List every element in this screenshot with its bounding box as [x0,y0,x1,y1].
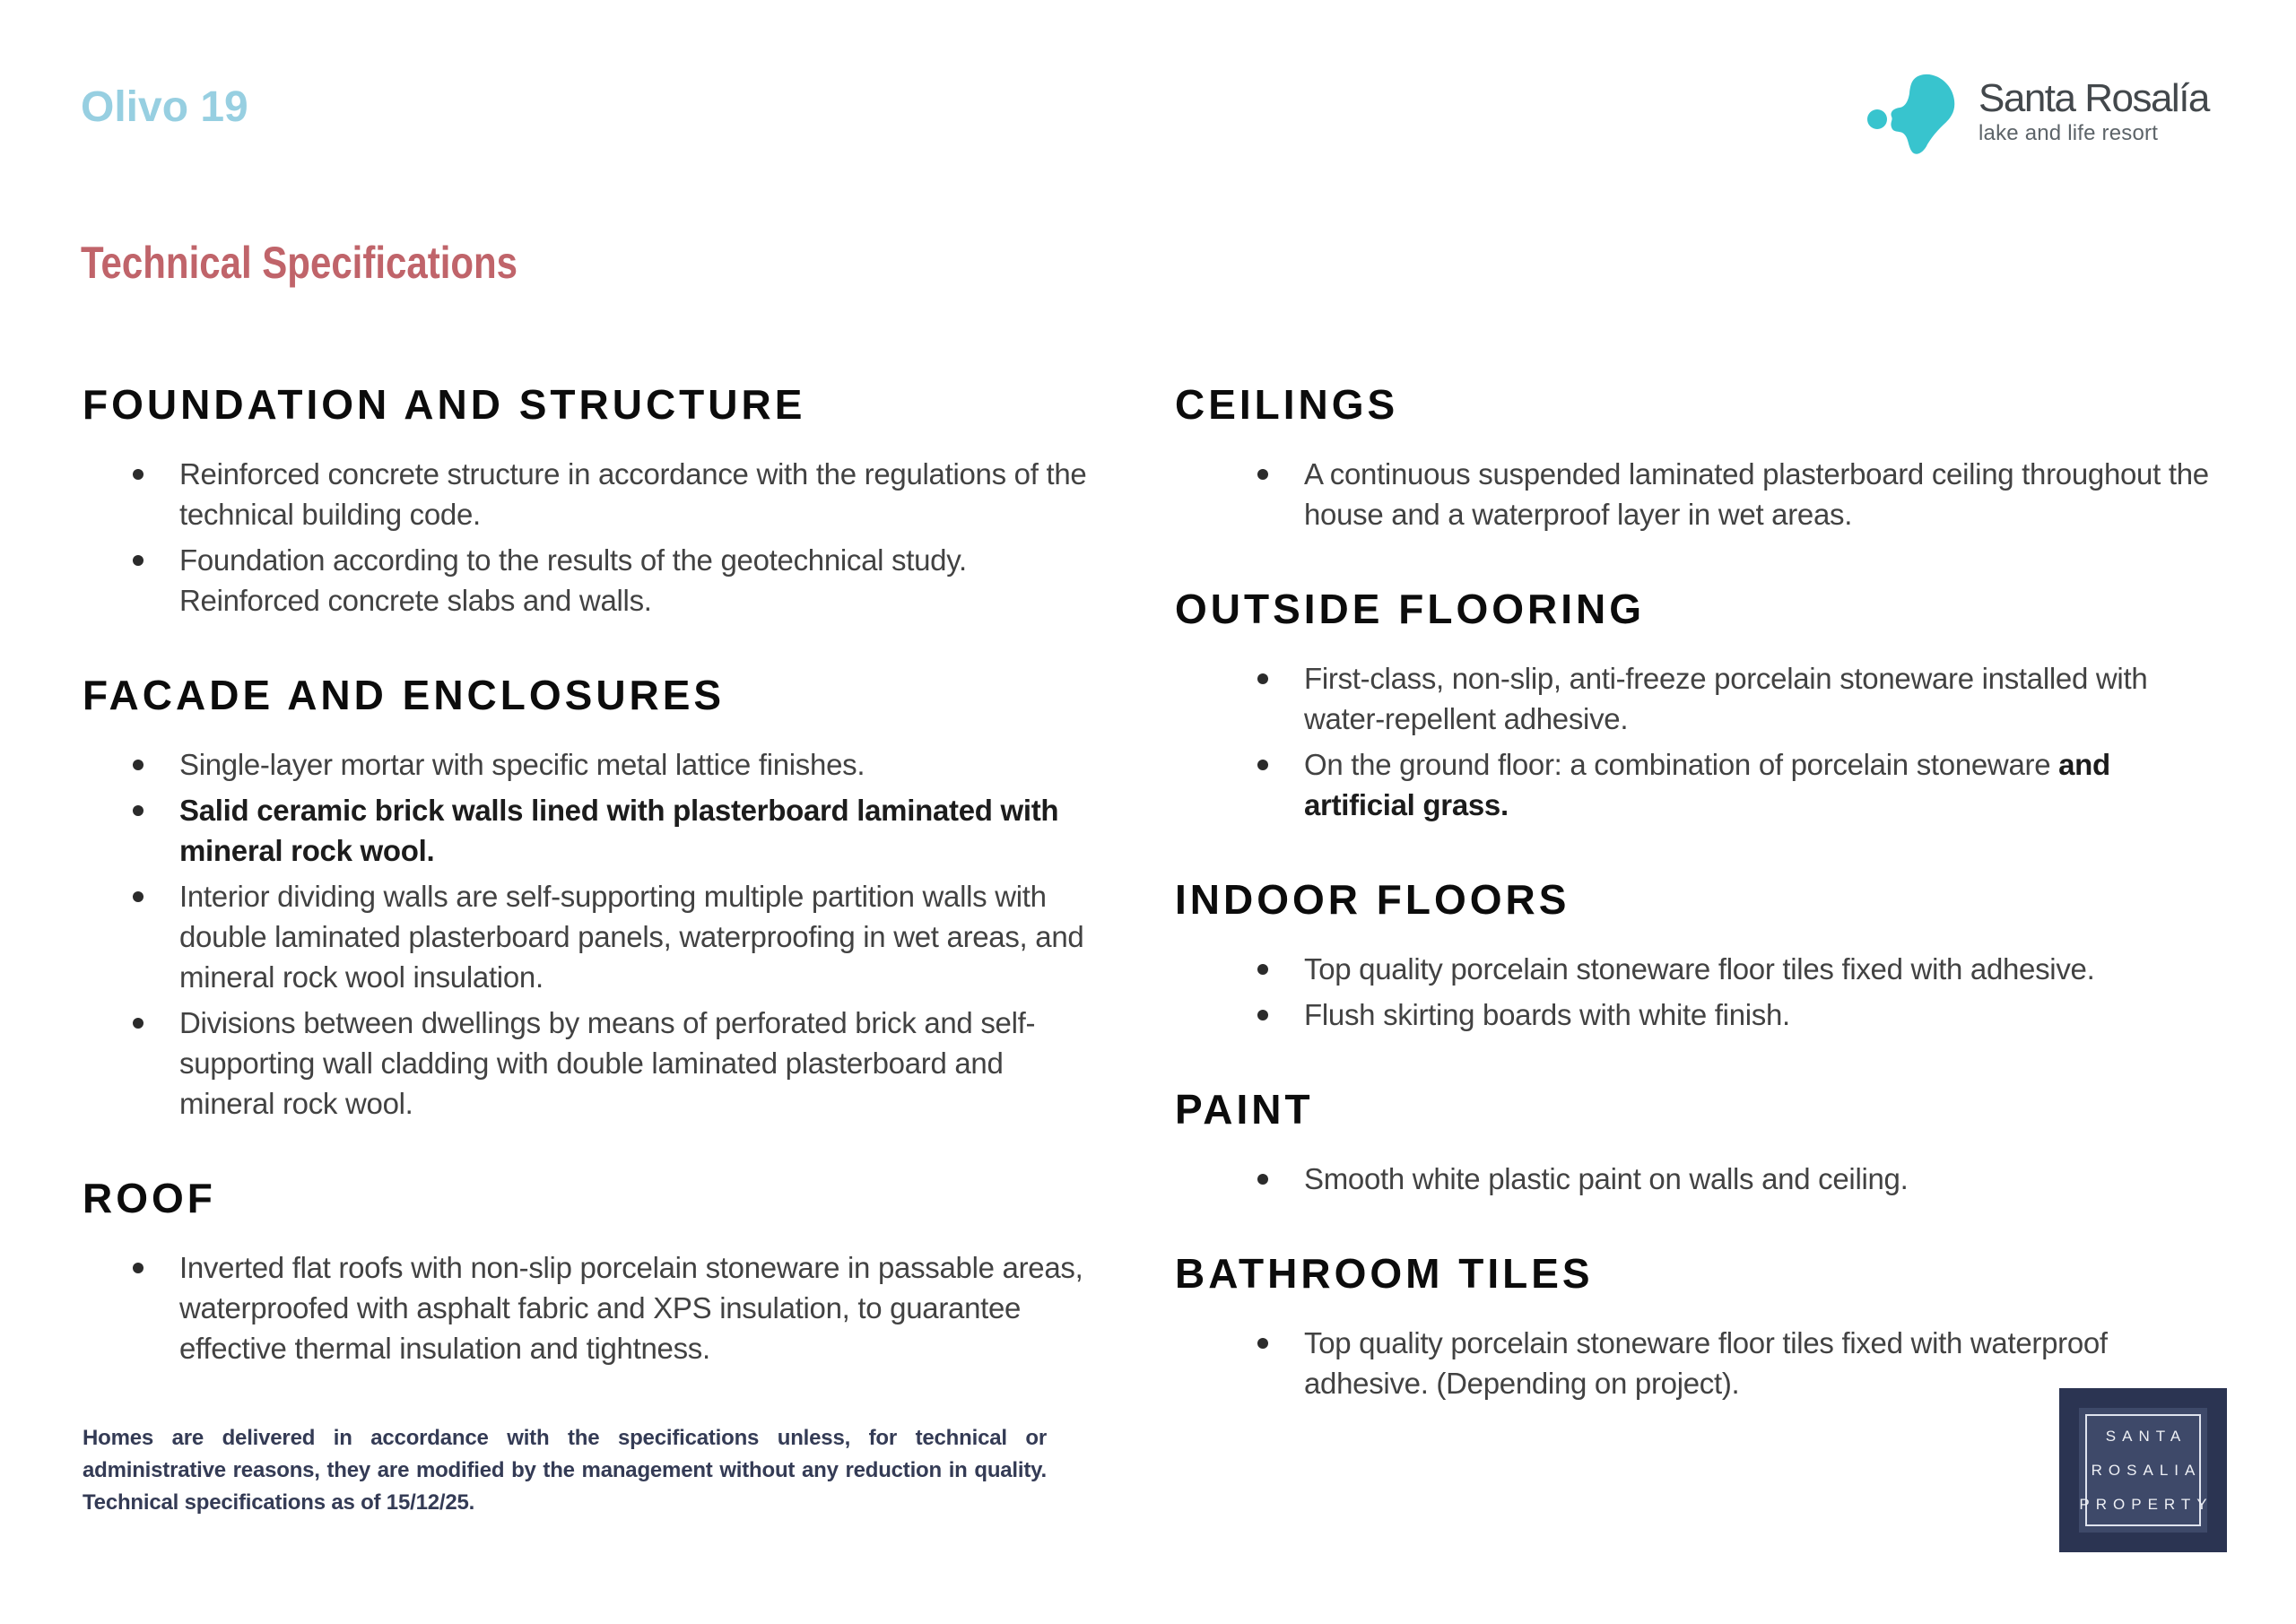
bullet-item [133,454,1096,534]
disclaimer-text: Homes are delivered in accordance with the specifications unless, for technical or administrative reasons, they are modified by the management without any reduction in quality. Technical specifications as of 15/12/25. [83,1426,1047,1515]
bullet-segment: Inverted flat roofs with non-slip porcelain stoneware in passable areas, waterproofed with asphalt fabric and XPS insulation, to guarantee effective thermal insulation and tightness. [179,1251,1083,1365]
bullet-segment: Flush skirting boards with white finish. [1304,998,1790,1031]
property-logo-line: PROPERTY [2079,1495,2213,1513]
brand-text [1979,77,2209,146]
bullet-segment-bold: and artificial grass. [1304,748,2110,821]
bullet-segment: First-class, non-slip, anti-freeze porcelain stoneware installed with water-repellent adhesive. [1304,662,2148,735]
bullet-dot-icon [1257,1338,1268,1349]
brand-logo [1864,70,2209,161]
bullet-item [1257,454,2211,534]
section-heading: FACADE AND ENCLOSURES [83,672,726,718]
page-title: Technical Specifications [81,238,518,288]
bullet-segment: A continuous suspended laminated plasterboard ceiling throughout the house and a waterproof layer in wet areas. [1304,457,2209,531]
project-title: Olivo 19 [81,83,248,131]
bullet-segment: Reinforced concrete structure in accordance with the regulations of the technical building code. [179,457,1087,531]
section-bullet-list [83,1247,1096,1368]
section-heading: FOUNDATION AND STRUCTURE [83,381,806,428]
section-bullet-list [1175,949,2211,1035]
property-logo-frame [2079,1414,2213,1526]
bullet-item [1257,744,2211,825]
bullet-item [133,876,1096,997]
bullet-dot-icon [1257,673,1268,684]
lake-blob-icon [1864,70,1964,161]
section-bullet-list [1175,1323,2211,1403]
bullet-item [1257,994,2211,1035]
bullet-dot-icon [133,891,144,902]
bullet-segment: Divisions between dwellings by means of perforated brick and self-supporting wall cladding with double laminated plasterboard and mineral rock wool. [179,1006,1036,1120]
bullet-text [179,744,1096,785]
bullet-dot-icon [133,469,144,480]
bullet-dot-icon [133,1263,144,1273]
property-logo [2059,1388,2227,1552]
bullet-text [1304,744,2211,825]
brand-name: Santa Rosalía [1979,76,2209,120]
section-bullet-list [83,744,1096,1124]
bullet-item [133,790,1096,871]
bullet-segment: Single-layer mortar with specific metal lattice finishes. [179,748,865,781]
bullet-item [1257,658,2211,739]
bullet-text [179,790,1096,871]
bullet-text [179,1247,1096,1368]
spec-section [1175,1249,2211,1403]
bullet-dot-icon [1257,469,1268,480]
section-bullet-list [1175,658,2211,825]
bullet-dot-icon [1257,964,1268,975]
bullet-text [1304,1159,2211,1199]
bullet-item [1257,949,2211,989]
bullet-item [133,744,1096,785]
bullet-dot-icon [1257,1174,1268,1185]
property-logo-panel [2079,1408,2213,1533]
spec-section [83,671,1096,1124]
brand-tagline: lake and life resort [1979,121,2159,146]
bullet-text [1304,658,2211,739]
bullet-segment: Top quality porcelain stoneware floor tiles fixed with adhesive. [1304,952,2095,986]
spec-section [83,380,1096,621]
bullet-segment: Top quality porcelain stoneware floor tiles fixed with waterproof adhesive. (Depending on project). [1304,1326,2108,1400]
bullet-item [133,1003,1096,1124]
spec-section [1175,380,2211,534]
bullet-dot-icon [1257,760,1268,770]
property-logo-line: ROSALIA [2091,1461,2202,1479]
bullet-item [133,1247,1096,1368]
bullet-text [179,1003,1096,1124]
bullet-text [179,454,1096,534]
bullet-text [1304,994,2211,1035]
bullet-text [1304,949,2211,989]
spec-section [1175,585,2211,825]
bullet-text [179,876,1096,997]
section-heading: CEILINGS [1175,381,1399,428]
bullet-item [133,540,1096,621]
section-heading: BATHROOM TILES [1175,1250,1594,1297]
bullet-segment: Smooth white plastic paint on walls and ceiling. [1304,1162,1909,1195]
section-bullet-list [83,454,1096,621]
section-heading: INDOOR FLOORS [1175,876,1570,923]
bullet-dot-icon [1257,1010,1268,1020]
spec-column-right [1175,380,2211,1454]
bullet-segment: On the ground floor: a combination of porcelain stoneware [1304,748,2059,781]
spec-section [1175,1085,2211,1199]
bullet-segment: Interior dividing walls are self-supporting multiple partition walls with double laminated plasterboard panels, waterproofing in wet areas, and mineral rock wool insulation. [179,880,1084,994]
section-heading: ROOF [83,1175,216,1221]
bullet-text [1304,454,2211,534]
bullet-item [1257,1159,2211,1199]
section-bullet-list [1175,454,2211,534]
spec-section [83,1174,1096,1368]
spec-section [1175,875,2211,1035]
bullet-dot-icon [133,1018,144,1029]
bullet-dot-icon [133,805,144,816]
section-bullet-list [1175,1159,2211,1199]
section-heading: OUTSIDE FLOORING [1175,586,1645,632]
property-logo-line: SANTA [2105,1427,2187,1445]
bullet-segment: Foundation according to the results of the geotechnical study. Reinforced concrete slabs and walls. [179,543,967,617]
bullet-segment-bold: Salid ceramic brick walls lined with plasterboard laminated with mineral rock wool. [179,794,1059,867]
bullet-dot-icon [133,760,144,770]
spec-column-left [83,380,1096,1419]
bullet-text [179,540,1096,621]
section-heading: PAINT [1175,1086,1314,1133]
bullet-dot-icon [133,555,144,566]
